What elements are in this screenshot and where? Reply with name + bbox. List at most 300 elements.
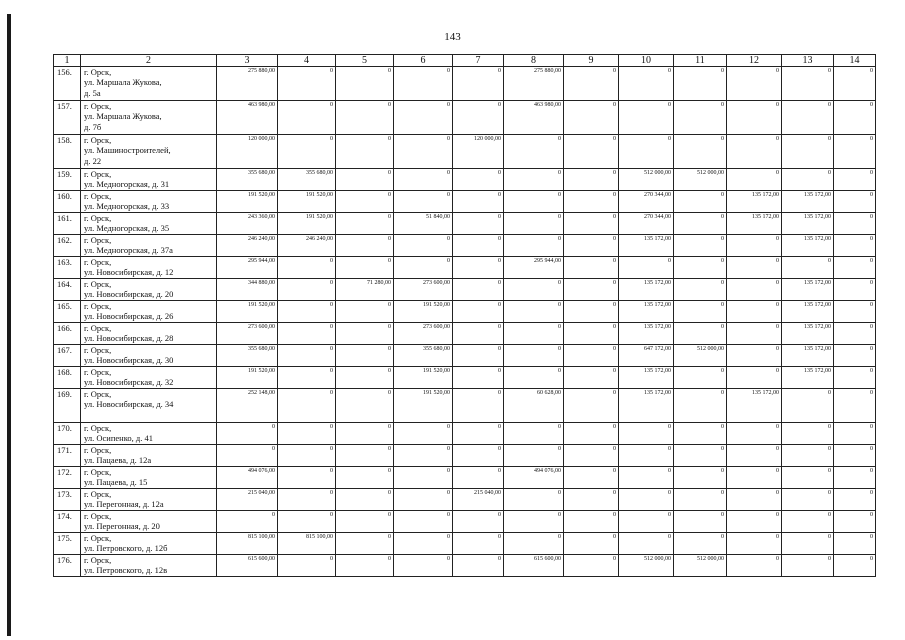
value-cell: 0 — [727, 101, 782, 135]
table-row — [54, 323, 876, 345]
value-cell: 0 — [504, 445, 564, 467]
value-cell: 0 — [727, 135, 782, 169]
value-cell: 273 600,00 — [394, 279, 453, 301]
value-cell: 0 — [394, 533, 453, 555]
address-cell: г. Орск, ул. Осипенко, д. 41 — [81, 423, 217, 445]
value-cell: 135 172,00 — [782, 279, 834, 301]
value-cell: 0 — [453, 279, 504, 301]
table-row — [54, 489, 876, 511]
value-cell: 0 — [782, 489, 834, 511]
value-cell: 135 172,00 — [619, 323, 674, 345]
value-cell: 0 — [453, 511, 504, 533]
value-cell: 355 680,00 — [394, 345, 453, 367]
value-cell: 135 172,00 — [619, 367, 674, 389]
address-cell: г. Орск, ул. Новосибирская, д. 30 — [81, 345, 217, 367]
value-cell: 0 — [564, 323, 619, 345]
value-cell: 191 520,00 — [217, 367, 278, 389]
row-number: 160. — [54, 191, 81, 213]
value-cell: 0 — [564, 67, 619, 101]
value-cell: 51 840,00 — [394, 213, 453, 235]
value-cell: 494 076,00 — [217, 467, 278, 489]
value-cell: 512 000,00 — [674, 169, 727, 191]
value-cell: 0 — [453, 213, 504, 235]
page-number: 143 — [444, 31, 461, 43]
row-number: 174. — [54, 511, 81, 533]
value-cell: 135 172,00 — [782, 345, 834, 367]
value-cell: 135 172,00 — [782, 191, 834, 213]
value-cell: 0 — [336, 257, 394, 279]
column-header: 6 — [394, 55, 453, 67]
value-cell: 135 172,00 — [782, 213, 834, 235]
value-cell: 0 — [727, 279, 782, 301]
value-cell: 295 944,00 — [504, 257, 564, 279]
value-cell: 0 — [727, 345, 782, 367]
left-margin-bar — [7, 14, 11, 636]
value-cell: 0 — [564, 345, 619, 367]
table-row — [54, 301, 876, 323]
value-cell: 0 — [674, 323, 727, 345]
value-cell: 512 000,00 — [619, 169, 674, 191]
value-cell: 0 — [336, 213, 394, 235]
value-cell: 0 — [674, 67, 727, 101]
value-cell: 0 — [834, 101, 876, 135]
column-header: 5 — [336, 55, 394, 67]
value-cell: 0 — [504, 345, 564, 367]
value-cell: 0 — [834, 367, 876, 389]
table-row — [54, 169, 876, 191]
address-cell: г. Орск, ул. Новосибирская, д. 26 — [81, 301, 217, 323]
table-row — [54, 257, 876, 279]
value-cell: 0 — [336, 423, 394, 445]
value-cell: 0 — [834, 489, 876, 511]
value-cell: 0 — [834, 467, 876, 489]
row-number: 169. — [54, 389, 81, 423]
value-cell: 0 — [834, 345, 876, 367]
row-number: 175. — [54, 533, 81, 555]
value-cell: 0 — [278, 135, 336, 169]
value-cell: 647 172,00 — [619, 345, 674, 367]
value-cell: 0 — [504, 489, 564, 511]
table-row — [54, 445, 876, 467]
value-cell: 0 — [834, 533, 876, 555]
value-cell: 0 — [336, 191, 394, 213]
value-cell: 273 600,00 — [217, 323, 278, 345]
value-cell: 120 000,00 — [217, 135, 278, 169]
value-cell: 512 000,00 — [674, 555, 727, 577]
value-cell: 0 — [674, 235, 727, 257]
value-cell: 0 — [504, 511, 564, 533]
value-cell: 0 — [394, 191, 453, 213]
table-row — [54, 279, 876, 301]
value-cell: 0 — [782, 257, 834, 279]
table-row — [54, 533, 876, 555]
value-cell: 270 344,00 — [619, 213, 674, 235]
value-cell: 0 — [674, 191, 727, 213]
value-cell: 0 — [564, 367, 619, 389]
column-header: 11 — [674, 55, 727, 67]
value-cell: 0 — [278, 423, 336, 445]
table-row — [54, 345, 876, 367]
value-cell: 0 — [504, 235, 564, 257]
value-cell: 0 — [453, 235, 504, 257]
column-header: 13 — [782, 55, 834, 67]
value-cell: 0 — [834, 301, 876, 323]
value-cell: 0 — [834, 389, 876, 423]
value-cell: 0 — [336, 345, 394, 367]
table-row — [54, 423, 876, 445]
value-cell: 0 — [453, 323, 504, 345]
address-cell: г. Орск, ул. Маршала Жукова, д. 7б — [81, 101, 217, 135]
value-cell: 0 — [782, 533, 834, 555]
value-cell: 0 — [278, 445, 336, 467]
row-number: 163. — [54, 257, 81, 279]
value-cell: 135 172,00 — [619, 389, 674, 423]
value-cell: 0 — [504, 169, 564, 191]
table-row — [54, 467, 876, 489]
value-cell: 0 — [782, 467, 834, 489]
row-number: 156. — [54, 67, 81, 101]
value-cell: 191 520,00 — [217, 301, 278, 323]
value-cell: 0 — [564, 213, 619, 235]
value-cell: 135 172,00 — [619, 279, 674, 301]
value-cell: 0 — [834, 135, 876, 169]
column-header: 14 — [834, 55, 876, 67]
value-cell: 512 000,00 — [674, 345, 727, 367]
row-number: 166. — [54, 323, 81, 345]
value-cell: 0 — [504, 533, 564, 555]
address-cell: г. Орск, ул. Медногорская, д. 37а — [81, 235, 217, 257]
value-cell: 0 — [453, 367, 504, 389]
value-cell: 0 — [619, 511, 674, 533]
row-number: 168. — [54, 367, 81, 389]
value-cell: 275 880,00 — [504, 67, 564, 101]
value-cell: 0 — [453, 101, 504, 135]
value-cell: 0 — [674, 389, 727, 423]
value-cell: 0 — [564, 135, 619, 169]
value-cell: 275 880,00 — [217, 67, 278, 101]
value-cell: 0 — [336, 235, 394, 257]
value-cell: 355 680,00 — [278, 169, 336, 191]
value-cell: 0 — [564, 511, 619, 533]
row-number: 162. — [54, 235, 81, 257]
value-cell: 0 — [674, 511, 727, 533]
table-row — [54, 213, 876, 235]
value-cell: 135 172,00 — [619, 301, 674, 323]
value-cell: 0 — [453, 445, 504, 467]
address-cell: г. Орск, ул. Перегонная, д. 12а — [81, 489, 217, 511]
value-cell: 243 360,00 — [217, 213, 278, 235]
value-cell: 0 — [453, 301, 504, 323]
row-number: 176. — [54, 555, 81, 577]
value-cell: 0 — [564, 423, 619, 445]
value-cell: 0 — [394, 235, 453, 257]
value-cell: 71 280,00 — [336, 279, 394, 301]
value-cell: 0 — [336, 467, 394, 489]
value-cell: 0 — [834, 511, 876, 533]
value-cell: 0 — [278, 279, 336, 301]
value-cell: 120 000,00 — [453, 135, 504, 169]
value-cell: 0 — [564, 445, 619, 467]
value-cell: 0 — [278, 555, 336, 577]
column-header: 2 — [81, 55, 217, 67]
value-cell: 0 — [278, 367, 336, 389]
value-cell: 135 172,00 — [782, 235, 834, 257]
value-cell: 0 — [278, 301, 336, 323]
value-cell: 0 — [217, 445, 278, 467]
value-cell: 0 — [727, 555, 782, 577]
value-cell: 246 240,00 — [278, 235, 336, 257]
value-cell: 0 — [782, 389, 834, 423]
value-cell: 0 — [674, 135, 727, 169]
value-cell: 0 — [217, 423, 278, 445]
value-cell: 135 172,00 — [782, 323, 834, 345]
value-cell: 0 — [727, 301, 782, 323]
value-cell: 355 680,00 — [217, 345, 278, 367]
row-number: 167. — [54, 345, 81, 367]
value-cell: 0 — [564, 169, 619, 191]
address-cell: г. Орск, ул. Новосибирская, д. 12 — [81, 257, 217, 279]
row-number: 159. — [54, 169, 81, 191]
value-cell: 0 — [834, 323, 876, 345]
row-number: 157. — [54, 101, 81, 135]
value-cell: 0 — [278, 345, 336, 367]
column-header: 8 — [504, 55, 564, 67]
value-cell: 0 — [453, 191, 504, 213]
value-cell: 0 — [504, 213, 564, 235]
value-cell: 135 172,00 — [619, 235, 674, 257]
value-cell: 0 — [834, 279, 876, 301]
value-cell: 0 — [834, 257, 876, 279]
value-cell: 0 — [394, 101, 453, 135]
table-row — [54, 67, 876, 101]
value-cell: 0 — [727, 445, 782, 467]
value-cell: 0 — [674, 301, 727, 323]
value-cell: 0 — [453, 389, 504, 423]
table-row — [54, 367, 876, 389]
table-row — [54, 191, 876, 213]
value-cell: 0 — [336, 533, 394, 555]
value-cell: 273 600,00 — [394, 323, 453, 345]
value-cell: 0 — [619, 423, 674, 445]
value-cell: 0 — [453, 467, 504, 489]
value-cell: 0 — [834, 555, 876, 577]
value-cell: 615 600,00 — [504, 555, 564, 577]
value-cell: 0 — [564, 191, 619, 213]
value-cell: 0 — [727, 533, 782, 555]
value-cell: 0 — [564, 467, 619, 489]
value-cell: 0 — [674, 367, 727, 389]
value-cell: 0 — [834, 191, 876, 213]
value-cell: 0 — [336, 511, 394, 533]
value-cell: 0 — [278, 323, 336, 345]
value-cell: 252 148,00 — [217, 389, 278, 423]
value-cell: 815 100,00 — [278, 533, 336, 555]
value-cell: 0 — [453, 423, 504, 445]
value-cell: 0 — [394, 555, 453, 577]
value-cell: 0 — [336, 301, 394, 323]
value-cell: 615 600,00 — [217, 555, 278, 577]
value-cell: 0 — [278, 511, 336, 533]
value-cell: 0 — [782, 67, 834, 101]
value-cell: 0 — [674, 533, 727, 555]
value-cell: 135 172,00 — [727, 191, 782, 213]
value-cell: 0 — [394, 467, 453, 489]
row-number: 170. — [54, 423, 81, 445]
value-cell: 0 — [336, 555, 394, 577]
value-cell: 355 680,00 — [217, 169, 278, 191]
value-cell: 0 — [394, 489, 453, 511]
column-header: 4 — [278, 55, 336, 67]
value-cell: 0 — [674, 423, 727, 445]
value-cell: 0 — [278, 489, 336, 511]
value-cell: 0 — [504, 135, 564, 169]
value-cell: 0 — [674, 257, 727, 279]
value-cell: 0 — [727, 323, 782, 345]
value-cell: 0 — [453, 345, 504, 367]
value-cell: 0 — [727, 235, 782, 257]
value-cell: 0 — [453, 555, 504, 577]
value-cell: 0 — [504, 301, 564, 323]
value-cell: 0 — [619, 445, 674, 467]
address-cell: г. Орск, ул. Петровского, д. 12б — [81, 533, 217, 555]
value-cell: 0 — [278, 101, 336, 135]
value-cell: 0 — [504, 367, 564, 389]
value-cell: 463 980,00 — [217, 101, 278, 135]
value-cell: 0 — [727, 169, 782, 191]
value-cell: 0 — [504, 191, 564, 213]
row-number: 161. — [54, 213, 81, 235]
value-cell: 0 — [619, 257, 674, 279]
value-cell: 0 — [564, 389, 619, 423]
column-header: 9 — [564, 55, 619, 67]
address-cell: г. Орск, ул. Пацаева, д. 12а — [81, 445, 217, 467]
address-cell: г. Орск, ул. Перегонная, д. 20 — [81, 511, 217, 533]
value-cell: 0 — [834, 213, 876, 235]
value-cell: 0 — [834, 445, 876, 467]
column-header: 1 — [54, 55, 81, 67]
value-cell: 0 — [834, 235, 876, 257]
table-row — [54, 135, 876, 169]
value-cell: 0 — [453, 169, 504, 191]
value-cell: 191 520,00 — [278, 191, 336, 213]
value-cell: 60 628,00 — [504, 389, 564, 423]
address-cell: г. Орск, ул. Пацаева, д. 15 — [81, 467, 217, 489]
value-cell: 0 — [782, 555, 834, 577]
value-cell: 0 — [674, 101, 727, 135]
value-cell: 0 — [394, 169, 453, 191]
value-cell: 0 — [278, 389, 336, 423]
value-cell: 815 100,00 — [217, 533, 278, 555]
value-cell: 0 — [504, 423, 564, 445]
value-cell: 270 344,00 — [619, 191, 674, 213]
value-cell: 0 — [674, 445, 727, 467]
value-cell: 0 — [453, 67, 504, 101]
value-cell: 191 520,00 — [394, 301, 453, 323]
column-header: 10 — [619, 55, 674, 67]
address-cell: г. Орск, ул. Маршала Жукова, д. 5а — [81, 67, 217, 101]
value-cell: 135 172,00 — [727, 389, 782, 423]
value-cell: 0 — [336, 389, 394, 423]
value-cell: 0 — [564, 489, 619, 511]
table-body — [54, 67, 876, 577]
table-row — [54, 235, 876, 257]
table-row — [54, 389, 876, 423]
value-cell: 135 172,00 — [727, 213, 782, 235]
value-cell: 494 076,00 — [504, 467, 564, 489]
value-cell: 0 — [727, 489, 782, 511]
address-cell: г. Орск, ул. Медногорская, д. 35 — [81, 213, 217, 235]
row-number: 172. — [54, 467, 81, 489]
value-cell: 0 — [564, 555, 619, 577]
address-cell: г. Орск, ул. Машиностроителей, д. 22 — [81, 135, 217, 169]
header-row — [54, 55, 876, 67]
value-cell: 0 — [834, 423, 876, 445]
value-cell: 191 520,00 — [394, 367, 453, 389]
address-cell: г. Орск, ул. Медногорская, д. 33 — [81, 191, 217, 213]
value-cell: 0 — [217, 511, 278, 533]
value-cell: 0 — [727, 367, 782, 389]
value-cell: 0 — [564, 257, 619, 279]
address-cell: г. Орск, ул. Новосибирская, д. 32 — [81, 367, 217, 389]
value-cell: 0 — [336, 169, 394, 191]
address-cell: г. Орск, ул. Медногорская, д. 31 — [81, 169, 217, 191]
value-cell: 0 — [453, 257, 504, 279]
value-cell: 0 — [727, 67, 782, 101]
address-cell: г. Орск, ул. Новосибирская, д. 28 — [81, 323, 217, 345]
value-cell: 0 — [336, 367, 394, 389]
value-cell: 0 — [782, 423, 834, 445]
address-cell: г. Орск, ул. Петровского, д. 12в — [81, 555, 217, 577]
row-number: 158. — [54, 135, 81, 169]
value-cell: 0 — [504, 279, 564, 301]
value-cell: 0 — [782, 169, 834, 191]
value-cell: 0 — [564, 101, 619, 135]
value-cell: 0 — [336, 135, 394, 169]
value-cell: 0 — [394, 423, 453, 445]
value-cell: 0 — [564, 235, 619, 257]
value-cell: 0 — [727, 257, 782, 279]
table-row — [54, 555, 876, 577]
value-cell: 0 — [619, 533, 674, 555]
value-cell: 463 980,00 — [504, 101, 564, 135]
value-cell: 0 — [674, 213, 727, 235]
value-cell: 0 — [619, 101, 674, 135]
value-cell: 0 — [834, 67, 876, 101]
column-header: 7 — [453, 55, 504, 67]
column-header: 3 — [217, 55, 278, 67]
value-cell: 0 — [564, 279, 619, 301]
value-cell: 0 — [782, 445, 834, 467]
budget-table — [53, 54, 876, 577]
value-cell: 0 — [727, 511, 782, 533]
row-number: 165. — [54, 301, 81, 323]
value-cell: 0 — [782, 511, 834, 533]
value-cell: 0 — [278, 67, 336, 101]
table-row — [54, 101, 876, 135]
value-cell: 0 — [336, 489, 394, 511]
value-cell: 0 — [619, 467, 674, 489]
value-cell: 0 — [453, 533, 504, 555]
value-cell: 0 — [564, 533, 619, 555]
value-cell: 135 172,00 — [782, 301, 834, 323]
value-cell: 135 172,00 — [782, 367, 834, 389]
value-cell: 0 — [782, 135, 834, 169]
value-cell: 0 — [336, 445, 394, 467]
value-cell: 0 — [394, 257, 453, 279]
value-cell: 0 — [619, 67, 674, 101]
value-cell: 0 — [727, 423, 782, 445]
value-cell: 0 — [674, 467, 727, 489]
